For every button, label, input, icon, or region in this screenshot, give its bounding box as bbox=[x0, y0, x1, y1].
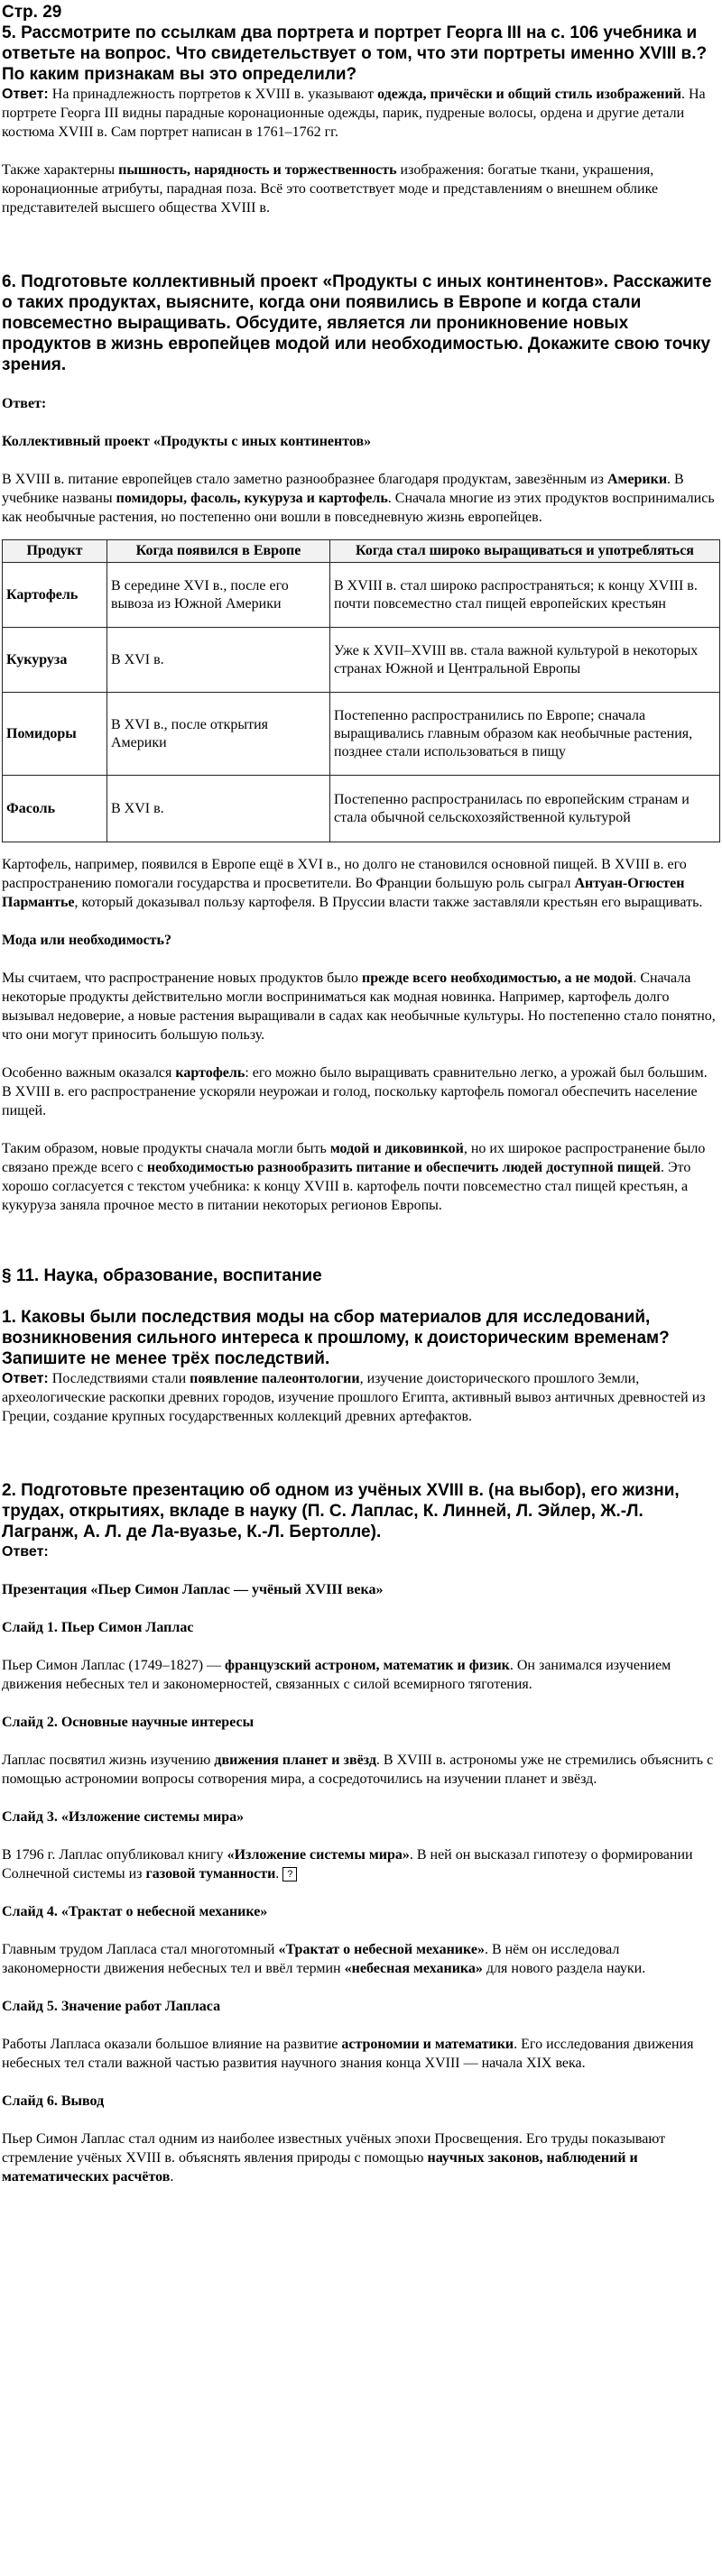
potato-paragraph: Картофель, например, появился в Европе ещё в XVI в., но долго не становился основной пищей. В XVIII в. его распространению помогали государства и просветители. Во Франции большую роль сыграл Антуан-Огюстен Пармантье, который доказывал пользу картофеля. В Пруссии власти также заставляли крестьян его выращивать. bbox=[2, 857, 703, 910]
table-row bbox=[3, 563, 720, 628]
slide-4-title: Слайд 4. «Трактат о небесной механике» bbox=[2, 1904, 268, 1919]
slide-5-text: Работы Лапласа оказали большое влияние на развитие астрономии и математики. Его исследования движения небесных тел стали важной частью развития научного знания конца XVIII — начала XIX века. bbox=[2, 2037, 694, 2071]
table-cell: Фасоль bbox=[3, 776, 107, 842]
table-cell: Постепенно распространились по Европе; сначала выращивались главным образом как необычные растения, позднее стали использоваться в пищу bbox=[330, 693, 720, 776]
table-cell: Кукуруза bbox=[3, 628, 107, 693]
table-cell: Постепенно распространилась по европейским странам и стала обычной сельскохозяйственной культурой bbox=[330, 776, 720, 842]
section11-question-2: 2. Подготовьте презентацию об одном из учёных XVIII в. (на выбор), его жизни, трудах, открытиях, вкладе в науку (П. С. Лаплас, К. Линней, Л. Эйлер, Ж.-Л. Лагранж, А. Л. де Ла-вуазье, К.-Л. Бертолле). bbox=[2, 1481, 680, 1541]
products-table bbox=[2, 539, 720, 842]
slide-3-title: Слайд 3. «Изложение системы мира» bbox=[2, 1809, 245, 1825]
fashion-paragraph: Мы считаем, что распространение новых продуктов было прежде всего необходимостью, а не модой. Сначала некоторые продукты действительно могли восприниматься как модная новинка. Например, картофель долго вызывал недоверие, а новые растения выращивали в садах как необычные культуры. Но постепенно стало понятно, что они могут приносить большую пользу. bbox=[2, 971, 716, 1043]
slide-6-title: Слайд 6. Вывод bbox=[2, 2093, 105, 2109]
table-cell: В середине XVI в., после его вывоза из Южной Америки bbox=[107, 563, 330, 628]
table-header-row bbox=[3, 540, 720, 563]
table-row bbox=[3, 693, 720, 776]
slide-1-title: Слайд 1. Пьер Симон Лаплас bbox=[2, 1620, 194, 1635]
slide-6-text: Пьер Симон Лаплас стал одним из наиболее известных учёных эпохи Просвещения. Его труды показывают стремление учёных XVIII в. объяснять явления природы с помощью научных законов, наблюдений и математических расчётов. bbox=[2, 2131, 666, 2185]
project-intro: В XVIII в. питание европейцев стало заметно разнообразнее благодаря продуктам, завезённым из Америки. В учебнике названы помидоры, фасоль, кукуруза и картофель. Сначала многие из этих продуктов воспринимались как необычные растения, но постепенно они вошли в повседневную жизнь европейцев. bbox=[2, 472, 715, 525]
conclusion-paragraph: Таким образом, новые продукты сначала могли быть модой и диковинкой, но их широкое распространение было связано прежде всего с необходимостью разнообразить питание и обеспечить людей доступной пищей. Это хорошо согласуется с текстом учебника: к концу XVIII в. картофель почти повсеместно стал пищей крестьян, а кукуруза заняла прочное место в питании некоторых регионов Европы. bbox=[2, 1141, 706, 1213]
table-cell: Уже к XVII–XVIII вв. стала важной культурой в некоторых странах Южной и Центральной Европы bbox=[330, 628, 720, 693]
important-paragraph: Особенно важным оказался картофель: его можно было выращивать сравнительно легко, а урожай был большим. В XVIII в. его распространение ускоряли неурожаи и голод, поскольку картофель помогал обеспечить население пищей. bbox=[2, 1065, 708, 1118]
slide-5-title: Слайд 5. Значение работ Лапласа bbox=[2, 1999, 221, 2014]
table-header: Продукт bbox=[3, 540, 107, 563]
answer-label: Ответ: bbox=[2, 1371, 49, 1386]
slide-2-text: Лаплас посвятил жизнь изучению движения планет и звёзд. В XVIII в. астрономы уже не стремились объяснить с помощью астрономии вопросы сотворения мира, а сосредоточились на изучении планет и звёзд. bbox=[2, 1753, 714, 1787]
q5-answer: Ответ: На принадлежность портретов к XVIII в. указывают одежда, причёски и общий стиль изображений. На портрете Георга III видны парадные коронационные одежды, парик, пудреные волосы, ордена и другие детали костюма XVIII в. Сам портрет написан в 1761–1762 гг. bbox=[2, 87, 706, 140]
fashion-heading: Мода или необходимость? bbox=[2, 933, 171, 948]
table-header: Когда стал широко выращиваться и употребляться bbox=[330, 540, 720, 563]
table-cell: В XVI в., после открытия Америки bbox=[107, 693, 330, 776]
table-cell: В XVI в. bbox=[107, 628, 330, 693]
q6-answer-label: Ответ: bbox=[2, 396, 47, 411]
table-header: Когда появился в Европе bbox=[107, 540, 330, 563]
table-cell: Картофель bbox=[3, 563, 107, 628]
section11-question-1: 1. Каковы были последствия моды на сбор материалов для исследований, возникновения сильного интереса к прошлому, к доисторическим временам? Запишите не менее трёх последствий. bbox=[2, 1308, 670, 1368]
section11-q2-answer-label: Ответ: bbox=[2, 1544, 49, 1559]
q5-paragraph-2: Также характерны пышность, нарядность и торжественность изображения: богатые ткани, украшения, коронационные атрибуты, парадная поза. Всё это соответствует моде и представлениям о внешнем облике представителей высшего общества XVIII в. bbox=[2, 162, 659, 216]
question-mark-icon[interactable]: ? bbox=[282, 1867, 297, 1881]
slide-2-title: Слайд 2. Основные научные интересы bbox=[2, 1715, 255, 1730]
table-cell: Помидоры bbox=[3, 693, 107, 776]
slide-1-text: Пьер Симон Лаплас (1749–1827) — французский астроном, математик и физик. Он занимался изучением движения небесных тел и закономерностей, связанных с силой всемирного тяготения. bbox=[2, 1658, 671, 1692]
table-row bbox=[3, 628, 720, 693]
table-cell: В XVI в. bbox=[107, 776, 330, 842]
section11-q1-answer: Ответ: Последствиями стали появление палеонтологии, изучение доисторического прошлого Земли, археологические раскопки древних городов, изучение прошлого Египта, активный вывоз античных древностей из Греции, создание крупных государственных коллекций древних артефактов. bbox=[2, 1371, 706, 1424]
project-title: Коллективный проект «Продукты с иных континентов» bbox=[2, 434, 372, 449]
question-6: 6. Подготовьте коллективный проект «Продукты с иных континентов». Расскажите о таких продуктах, выясните, когда они появились в Европе и когда стали повсеместно выращивать. Обсудите, является ли проникновение новых продуктов в жизнь европейцев модой или необходимостью. Докажите свою точку зрения. bbox=[2, 272, 712, 374]
presentation-title: Презентация «Пьер Симон Лаплас — учёный XVIII века» bbox=[2, 1582, 384, 1597]
slide-4-text: Главным трудом Лапласа стал многотомный «Трактат о небесной механике». В нём он исследовал закономерности движения небесных тел и ввёл термин «небесная механика» для нового раздела науки. bbox=[2, 1942, 646, 1976]
table-cell: В XVIII в. стал широко распространяться; к концу XVIII в. почти повсеместно стал пищей европейских крестьян bbox=[330, 563, 720, 628]
slide-3-text: В 1796 г. Лаплас опубликовал книгу «Изложение системы мира». В ней он высказал гипотезу о формировании Солнечной системы из газовой туманности. ? bbox=[2, 1847, 693, 1881]
answer-label: Ответ: bbox=[2, 87, 49, 102]
page-label: Стр. 29 bbox=[2, 3, 62, 22]
section-title: § 11. Наука, образование, воспитание bbox=[2, 1266, 322, 1285]
question-5: 5. Рассмотрите по ссылкам два портрета и портрет Георга III на с. 106 учебника и ответьте на вопрос. Что свидетельствует о том, что эти портреты именно XVIII в.? По каким признакам вы это определили? bbox=[2, 23, 708, 84]
table-row bbox=[3, 776, 720, 842]
